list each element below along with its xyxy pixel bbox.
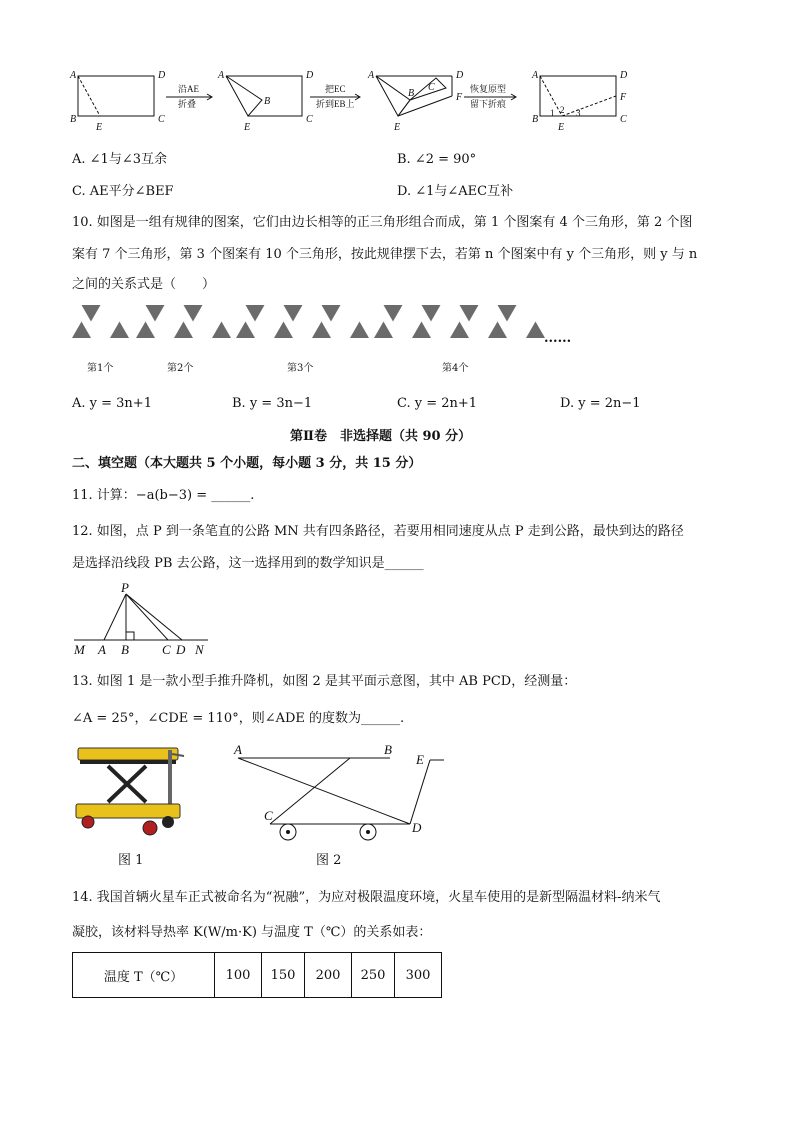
svg-text:B: B [384, 742, 392, 757]
table-cell: 200 [305, 953, 352, 998]
svg-text:D: D [158, 70, 166, 81]
pattern-triangle [322, 305, 341, 322]
pattern-triangle [450, 322, 469, 339]
pattern-triangle [91, 322, 110, 339]
svg-text:B: B [532, 114, 539, 125]
pattern-triangle [146, 305, 165, 322]
pattern-triangle [460, 305, 479, 322]
pattern-triangle [293, 322, 312, 339]
svg-text:1: 1 [550, 108, 555, 118]
pattern-triangle [422, 305, 441, 322]
svg-text:F: F [620, 92, 627, 103]
svg-text:E: E [416, 752, 424, 767]
svg-text:D: D [456, 70, 464, 81]
svg-text:B: B [408, 88, 415, 99]
q10-option-a: A. y = 3n+1 [72, 396, 152, 411]
pattern-triangle [82, 305, 101, 322]
section-2-title: 二、填空题（本大题共 5 个小题，每小题 3 分，共 15 分） [72, 456, 422, 471]
pattern-triangle [507, 322, 526, 339]
pattern-caption-3: 第3个 [287, 363, 314, 374]
svg-text:F: F [456, 92, 463, 103]
q12-line-1: 12. 如图，点 P 到一条笔直的公路 MN 共有四条路径，若要用相同速度从点 P 走到公路，最快到达的路径 [72, 524, 684, 539]
pattern-triangle [184, 305, 203, 322]
svg-text:E: E [394, 122, 401, 133]
pattern-triangle [393, 322, 412, 339]
svg-text:折到EB上: 折到EB上 [316, 99, 355, 109]
svg-text:B: B [121, 642, 129, 657]
pattern-caption-2: 第2个 [167, 363, 194, 374]
svg-text:C: C [428, 82, 435, 93]
q9-option-c: C. AE平分∠BEF [72, 184, 174, 199]
table-cell: 150 [262, 953, 305, 998]
conductivity-table [72, 952, 442, 998]
pattern-triangle [312, 322, 331, 339]
svg-text:沿AE: 沿AE [178, 84, 199, 94]
q14-line-2: 凝胶，该材料导热率 K(W/m·K) 与温度 T（℃）的关系如表： [72, 925, 432, 940]
svg-text:N: N [195, 642, 204, 657]
svg-text:留下折痕: 留下折痕 [470, 99, 507, 109]
pattern-caption-1: 第1个 [87, 363, 114, 374]
pattern-triangle [384, 305, 403, 322]
svg-text:A: A [218, 70, 225, 81]
pattern-triangle [236, 322, 255, 339]
svg-text:E: E [96, 122, 103, 133]
table-cell: 250 [352, 953, 395, 998]
lift-cart-photo [72, 742, 190, 840]
svg-text:2: 2 [560, 105, 565, 115]
pattern-triangle [246, 305, 265, 322]
q9-option-a: A. ∠1与∠3互余 [72, 152, 167, 167]
svg-text:C: C [620, 114, 627, 125]
q13-line-1: 13. 如图 1 是一款小型手推升降机，如图 2 是其平面示意图，其中 AB PCD，经测量： [72, 674, 577, 689]
q13-line-2: ∠A = 25°，∠CDE = 110°，则∠ADE 的度数为______. [72, 711, 405, 726]
pattern-triangle [488, 322, 507, 339]
pattern-triangle [193, 322, 212, 339]
q12-figure [70, 582, 220, 660]
pattern-triangle [350, 322, 369, 339]
svg-text:A: A [532, 70, 539, 81]
svg-text:C: C [158, 114, 165, 125]
q13-figure-2 [230, 740, 450, 842]
pattern-triangle [331, 322, 350, 339]
pattern-triangle [174, 322, 193, 339]
pattern-triangle [284, 305, 303, 322]
svg-text:M: M [74, 642, 85, 657]
pattern-triangle [110, 322, 129, 339]
pattern-triangle [212, 322, 231, 339]
q10-option-c: C. y = 2n+1 [397, 396, 478, 411]
svg-text:A: A [234, 742, 242, 757]
svg-text:D: D [412, 820, 422, 835]
pattern-caption-4: 第4个 [442, 363, 469, 374]
q10-line-2: 案有 7 个三角形，第 3 个图案有 10 个三角形，按此规律摆下去，若第 n 个图案中有 y 个三角形，则 y 与 n [72, 247, 698, 262]
svg-text:折叠: 折叠 [178, 99, 197, 109]
svg-text:C: C [162, 642, 171, 657]
q9-option-b: B. ∠2 = 90° [397, 152, 477, 167]
svg-text:D: D [306, 70, 314, 81]
fold-figure [66, 66, 636, 136]
pattern-triangle [469, 322, 488, 339]
svg-text:B: B [70, 114, 77, 125]
pattern-triangle [136, 322, 155, 339]
svg-text:B: B [264, 96, 271, 107]
q12-line-2: 是选择沿线段 PB 去公路，这一选择用到的数学知识是______ [72, 556, 424, 571]
fig1-caption: 图 1 [118, 853, 144, 868]
svg-text:E: E [558, 122, 565, 133]
svg-text:D: D [620, 70, 628, 81]
pattern-triangle [431, 322, 450, 339]
table-row [73, 953, 442, 998]
svg-text:把EC: 把EC [325, 84, 346, 94]
table-header-cell: 温度 T（℃） [73, 953, 215, 998]
q11: 11. 计算：−a(b−3) = ______. [72, 488, 255, 503]
svg-text:恢复原型: 恢复原型 [470, 84, 507, 94]
part-2-title: 第Ⅱ卷 非选择题（共 90 分） [290, 429, 472, 444]
pattern-triangle [155, 322, 174, 339]
q10-option-d: D. y = 2n−1 [560, 396, 641, 411]
svg-text:A: A [368, 70, 375, 81]
q14-line-1: 14. 我国首辆火星车正式被命名为“祝融”，为应对极限温度环境，火星车使用的是新型隔温材料-纳米气 [72, 890, 661, 905]
svg-text:D: D [176, 642, 186, 657]
pattern-triangle [498, 305, 517, 322]
pattern-ellipsis: ...... [544, 331, 572, 346]
svg-text:A: A [98, 642, 106, 657]
svg-text:C: C [306, 114, 313, 125]
pattern-triangle [374, 322, 393, 339]
svg-text:E: E [244, 122, 251, 133]
q10-line-1: 10. 如图是一组有规律的图案，它们由边长相等的正三角形组合而成，第 1 个图案有 4 个三角形，第 2 个图 [72, 215, 693, 230]
table-cell: 300 [395, 953, 442, 998]
fig2-caption: 图 2 [316, 853, 342, 868]
q10-line-3: 之间的关系式是（ ） [72, 277, 216, 292]
svg-text:P: P [121, 582, 129, 595]
svg-text:C: C [264, 808, 273, 823]
svg-text:3: 3 [576, 108, 581, 118]
triangle-pattern-figure [70, 303, 550, 355]
q9-option-d: D. ∠1与∠AEC互补 [397, 184, 514, 199]
pattern-triangle [255, 322, 274, 339]
pattern-triangle [274, 322, 293, 339]
pattern-triangle [412, 322, 431, 339]
table-cell: 100 [215, 953, 262, 998]
svg-text:A: A [70, 70, 77, 81]
q10-option-b: B. y = 3n−1 [232, 396, 313, 411]
pattern-triangle [72, 322, 91, 339]
pattern-triangle [526, 322, 545, 339]
